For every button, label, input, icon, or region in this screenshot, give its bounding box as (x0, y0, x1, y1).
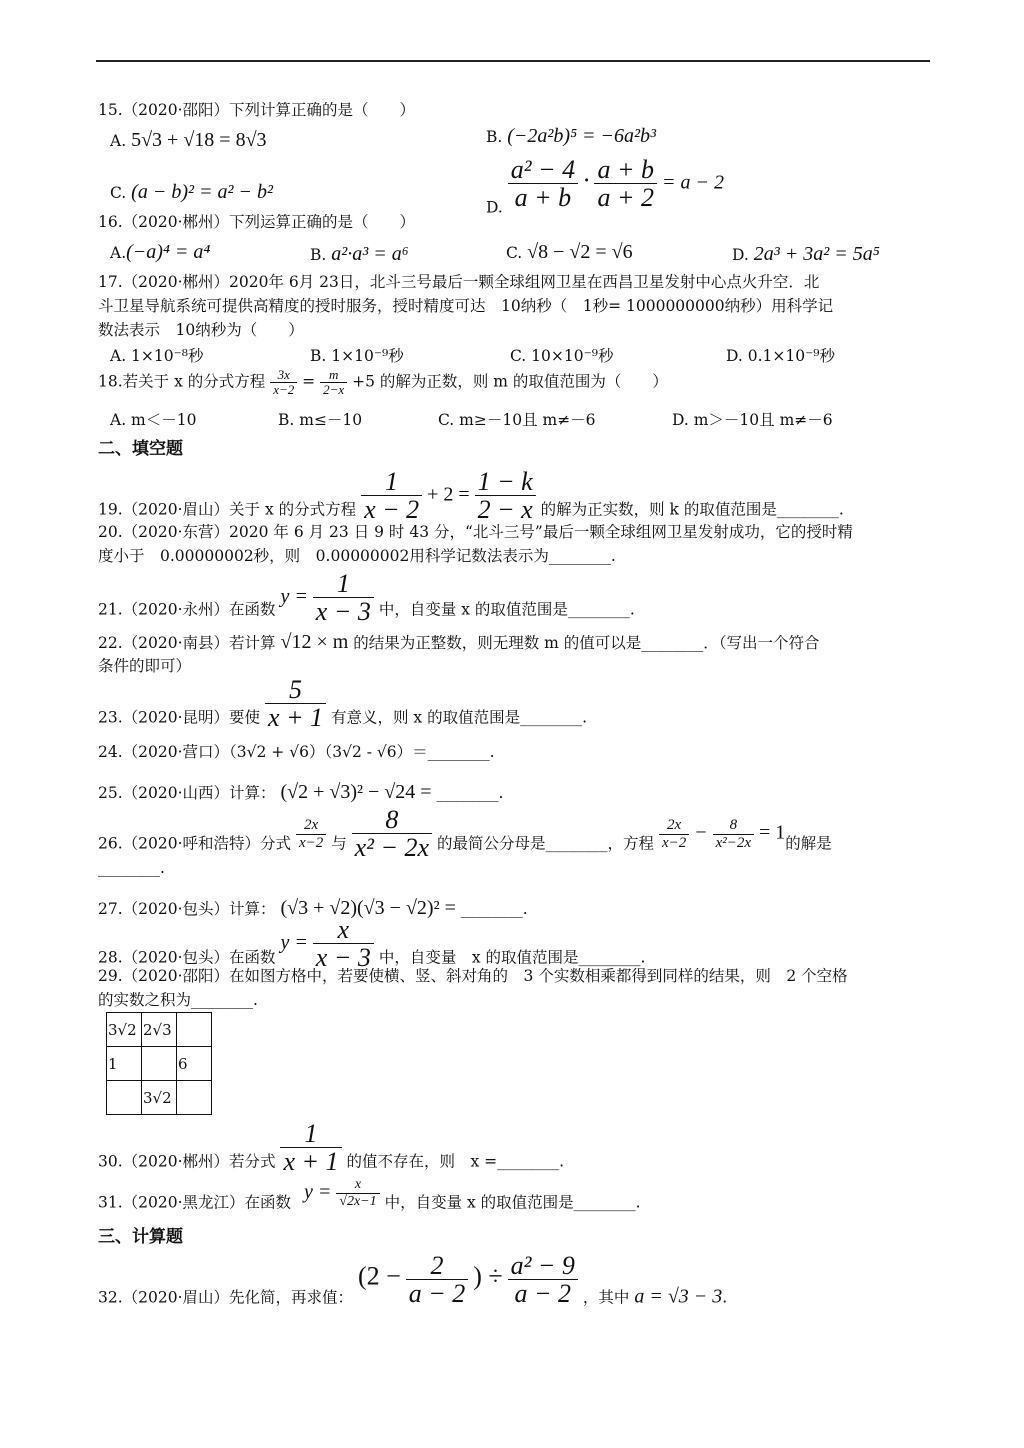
q26-num3: 2x (659, 818, 689, 835)
q18-option-c: C. m≥－10且 m≠－6 (438, 411, 596, 429)
q32 (98, 1252, 727, 1309)
q16-option-a (110, 242, 210, 263)
q23-num: 5 (265, 676, 326, 704)
q31-den: √2x−1 (339, 1193, 377, 1209)
q26-line1 (98, 806, 832, 863)
q15-d-label: D. (486, 198, 503, 217)
q30-den: x + 1 (283, 1147, 339, 1177)
q15-d-num2: a + b (594, 156, 657, 184)
q30-post: 的值不存在，则 x =________. (346, 1152, 565, 1171)
q18-eq: = (302, 372, 316, 391)
q28-y: y = (280, 931, 308, 954)
q28-post: 中，自变量 x 的取值范围是________. (378, 948, 646, 967)
q16-d-expr: 2a³ + 3a² = 5a⁵ (753, 243, 880, 265)
q17-line3: 数法表示 10纳秒为（ ） (98, 321, 304, 339)
q26-line2: ________. (98, 859, 165, 877)
q22-line2: 条件的即可） (98, 657, 192, 675)
q17-option-d: D. 0.1×10⁻⁹秒 (726, 347, 835, 365)
q31-pre: 31.（2020·黑龙江）在函数 (98, 1193, 292, 1212)
q15-d-num1: a² − 4 (508, 156, 578, 184)
q15-b-expr: (−2a²b)⁵ = −6a²b³ (507, 125, 657, 147)
grid-cell: 3√2 (142, 1081, 177, 1115)
q15-d-rest: = a − 2 (661, 171, 724, 194)
q26-pre: 26.（2020·呼和浩特）分式 (98, 834, 292, 853)
q16-b-expr: a²·a³ = a⁶ (331, 243, 409, 265)
grid-cell (177, 1013, 212, 1047)
q18-den2: 2−x (323, 381, 345, 397)
q16-c-expr: √8 − √2 = √6 (527, 241, 633, 263)
q22-post: 的结果为正整数，则无理数 m 的值可以是________．（写出一个符合 (353, 634, 820, 652)
q15-c-label: C. (110, 184, 127, 202)
q32-expr-a: (2 − (357, 1261, 401, 1291)
q15-a-expr: 5√3 + √18 = 8√3 (131, 129, 267, 151)
q28 (98, 916, 645, 973)
q26-den4: x²−2x (715, 834, 752, 851)
q23-post: 有意义，则 x 的取值范围是________. (331, 708, 588, 727)
q28-den: x − 3 (315, 943, 371, 973)
q26-eq: = 1 (758, 821, 786, 844)
q26-den2: x² − 2x (354, 833, 430, 863)
q26-num2: 8 (352, 806, 432, 834)
q18-num2: m (320, 368, 347, 383)
q30 (98, 1120, 564, 1177)
q16-a-label: A. (110, 244, 127, 262)
q19-num1: 1 (361, 468, 422, 496)
q18-num1: 3x (270, 368, 297, 383)
grid-row (107, 1047, 212, 1081)
grid-cell: 3√2 (107, 1013, 142, 1047)
grid-row (107, 1081, 212, 1115)
q16-b-label: B. (310, 246, 327, 264)
q16-option-c (506, 242, 633, 263)
q15-d-den1: a + b (514, 183, 572, 213)
q15-option-d (486, 156, 724, 217)
q26-den1: x−2 (298, 834, 324, 851)
q19-mid: + 2 = (427, 483, 470, 506)
q30-num: 1 (280, 1120, 341, 1148)
q20-line2: 度小于 0.00000002秒，则 0.00000002用科学记数法表示为________. (98, 547, 616, 565)
q16-option-d (732, 244, 880, 265)
q23-pre: 23.（2020·昆明）要使 (98, 708, 261, 727)
q19-pre: 19.（2020·眉山）关于 x 的分式方程 (98, 500, 357, 519)
q24: 24.（2020·营口）（3√2 + √6）（3√2 - √6）＝________. (98, 743, 495, 761)
q15-option-b (486, 126, 656, 147)
q32-num1: 2 (406, 1252, 469, 1280)
grid-cell (177, 1081, 212, 1115)
q23 (98, 676, 587, 733)
q25-post: ________. (436, 784, 504, 802)
q22-expr: √12 × m (280, 631, 349, 653)
q18-stem (98, 368, 668, 397)
q15-stem: 15.（2020·邵阳）下列计算正确的是（ ） (98, 101, 416, 119)
q16-option-b (310, 244, 409, 265)
q22-line1 (98, 632, 820, 653)
q19-num2: 1 − k (475, 468, 536, 496)
q32-val: a = √3 − 3 (634, 1285, 723, 1308)
grid-cell: 6 (177, 1047, 212, 1081)
q16-a-expr: (−a)⁴ = a⁴ (126, 241, 211, 263)
q17-option-b: B. 1×10⁻⁹秒 (310, 347, 404, 365)
grid-cell (142, 1047, 177, 1081)
q31-num: x (336, 1178, 379, 1194)
q21-post: 中，自变量 x 的取值范围是________. (378, 600, 635, 619)
magic-square-grid (106, 1012, 212, 1115)
q26-mid: 的最简公分母是________，方程 (437, 834, 655, 853)
grid-cell: 1 (107, 1047, 142, 1081)
q28-num: x (313, 916, 374, 944)
q18-den1: x−2 (273, 381, 295, 397)
q18-option-d: D. m＞－10且 m≠－6 (672, 411, 833, 429)
q16-d-label: D. (732, 246, 749, 264)
q15-b-label: B. (486, 128, 503, 146)
q17-line1: 17.（2020·郴州）2020年 6月 23日，北斗三号最后一颗全球组网卫星在西昌卫星发射中心点火升空．北 (98, 273, 820, 291)
q21-y: y = (280, 585, 308, 608)
q32-expr-b: ) ÷ (473, 1261, 503, 1291)
grid-cell (107, 1081, 142, 1115)
q32-den1: a − 2 (408, 1279, 466, 1309)
q22-pre: 22.（2020·南县）若计算 (98, 634, 276, 652)
q26-post: 的解是 (785, 834, 832, 853)
q19-den2: 2 − x (477, 495, 533, 525)
q25-expr: (√2 + √3)² − √24 = (280, 781, 432, 803)
q26-num1: 2x (296, 818, 326, 835)
grid-cell: 2√3 (142, 1013, 177, 1047)
q32-end: . (722, 1288, 728, 1307)
q17-option-a: A. 1×10⁻⁸秒 (110, 347, 204, 365)
q31-y: y = (303, 1180, 332, 1203)
q16-stem: 16.（2020·郴州）下列运算正确的是（ ） (98, 213, 416, 231)
q23-den: x + 1 (267, 703, 324, 733)
q18-option-a: A. m＜－10 (110, 411, 197, 429)
q26-num4: 8 (713, 818, 754, 835)
header-rule (96, 60, 930, 62)
q21-pre: 21.（2020·永州）在函数 (98, 600, 276, 619)
q15-d-den2: a + 2 (597, 183, 655, 213)
q31 (98, 1178, 641, 1213)
q32-pre: 32.（2020·眉山）先化简，再求值： (98, 1288, 354, 1307)
q32-den2: a − 2 (514, 1279, 572, 1309)
q25 (98, 782, 503, 803)
q15-a-label: A. (110, 132, 127, 150)
q19-post: 的解为正实数，则 k 的取值范围是________. (540, 500, 844, 519)
q32-num2: a² − 9 (508, 1252, 578, 1280)
q30-pre: 30.（2020·郴州）若分式 (98, 1152, 276, 1171)
q15-option-c (110, 182, 273, 203)
q21 (98, 570, 635, 627)
q21-den: x − 3 (315, 597, 371, 627)
q19 (98, 468, 844, 525)
q27-post: ________. (460, 900, 528, 918)
q27-expr: (√3 + √2)(√3 − √2)² = (280, 897, 456, 919)
q32-post: ，其中 (582, 1288, 630, 1307)
q26-den3: x−2 (661, 834, 687, 851)
q26-minus: − (694, 821, 708, 844)
q31-post: 中，自变量 x 的取值范围是________. (384, 1193, 641, 1212)
q29-line1: 29.（2020·邵阳）在如图方格中，若要使横、竖、斜对角的 3 个实数相乘都得到同样的结果，则 2 个空格 (98, 967, 848, 985)
q25-pre: 25.（2020·山西）计算： (98, 784, 276, 802)
q21-num: 1 (313, 570, 374, 598)
q20-line1: 20.（2020·东营）2020 年 6 月 23 日 9 时 43 分，“北斗三号”最后一颗全球组网卫星发射成功，它的授时精 (98, 523, 853, 541)
q15-d-dot: · (583, 165, 590, 195)
q19-den1: x − 2 (364, 495, 420, 525)
section-fill-blank: 二、填空题 (98, 439, 183, 459)
q29-line2: 的实数之积为________. (98, 991, 258, 1009)
q18-option-b: B. m≤－10 (278, 411, 363, 429)
q15-option-a (110, 130, 267, 151)
q27-pre: 27.（2020·包头）计算： (98, 900, 276, 918)
q18-post: +5 的解为正数，则 m 的取值范围为（ ） (352, 372, 668, 391)
q17-line2: 斗卫星导航系统可提供高精度的授时服务，授时精度可达 10纳秒（ 1秒= 1000000000纳秒）用科学记 (98, 297, 834, 315)
section-calculation: 三、计算题 (98, 1227, 183, 1247)
q16-c-label: C. (506, 244, 523, 262)
q26-with: 与 (331, 834, 347, 853)
q28-pre: 28.（2020·包头）在函数 (98, 948, 276, 967)
grid-row (107, 1013, 212, 1047)
q17-option-c: C. 10×10⁻⁹秒 (510, 347, 614, 365)
q15-c-expr: (a − b)² = a² − b² (131, 181, 273, 203)
q18-pre: 18.若关于 x 的分式方程 (98, 372, 266, 391)
